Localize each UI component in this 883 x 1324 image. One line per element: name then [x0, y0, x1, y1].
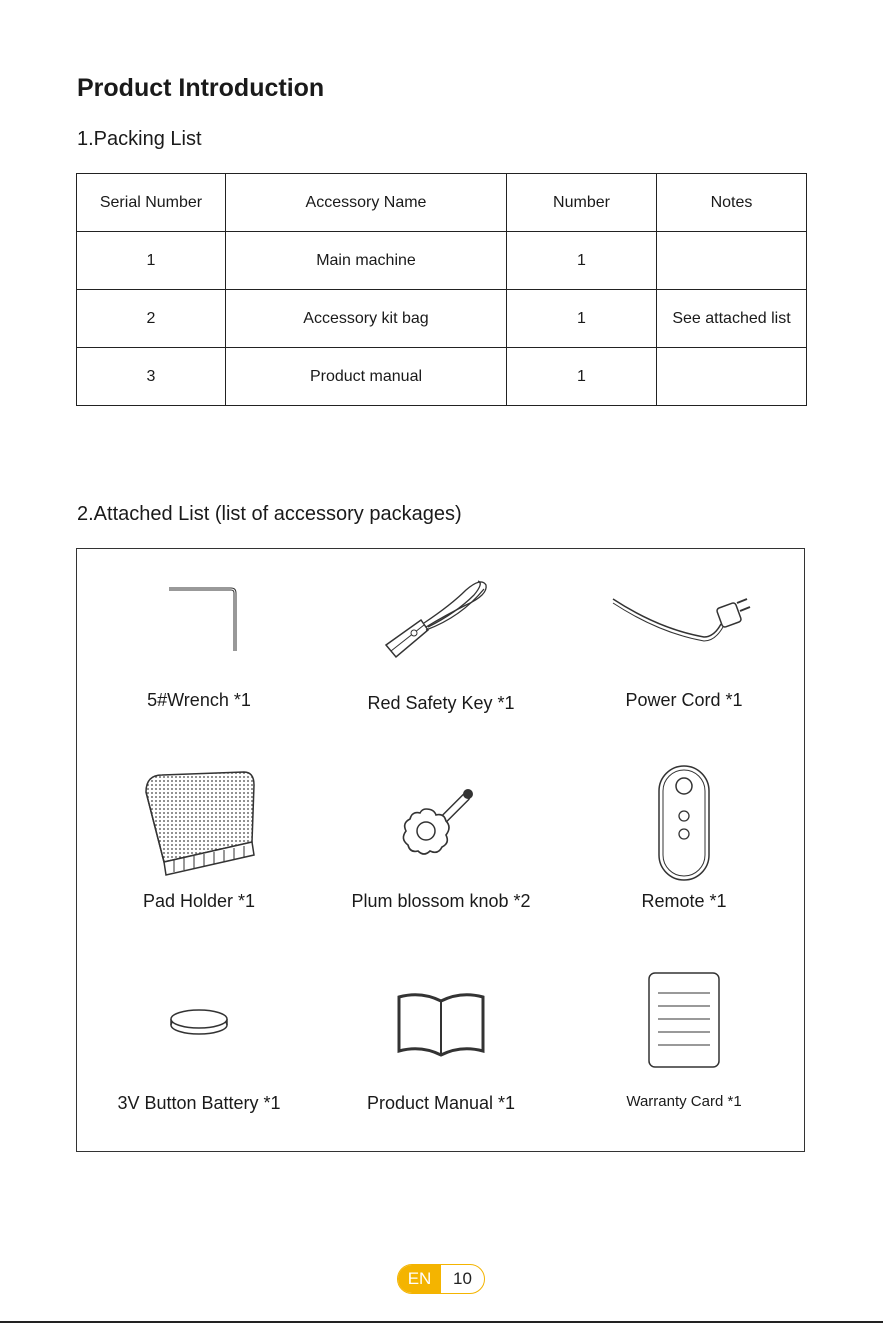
packing-list-heading: 1.Packing List	[77, 128, 202, 150]
accessory-item	[77, 579, 321, 719]
language-tag: EN	[398, 1265, 441, 1293]
header-accessory-name: Accessory Name	[226, 174, 507, 232]
accessory-label: Remote *1	[641, 891, 727, 911]
accessory-item	[562, 971, 806, 1121]
number-cell: 1	[507, 348, 657, 406]
serial-cell: 2	[77, 290, 226, 348]
header-number: Number	[507, 174, 657, 232]
number-cell: 1	[507, 290, 657, 348]
bottom-divider	[0, 1321, 883, 1323]
notes-cell: See attached list	[657, 290, 807, 348]
manual-icon	[391, 989, 491, 1059]
power-cord-icon	[609, 579, 759, 659]
number-cell: 1	[507, 232, 657, 290]
accessory-name-cell: Product manual	[226, 348, 507, 406]
page-title: Product Introduction	[77, 74, 325, 102]
accessory-label: Pad Holder *1	[142, 891, 256, 911]
accessory-item	[319, 989, 563, 1119]
notes-cell	[657, 348, 807, 406]
accessory-item	[77, 767, 321, 917]
table-row	[77, 290, 807, 348]
header-serial-number: Serial Number	[77, 174, 226, 232]
serial-cell: 1	[77, 232, 226, 290]
accessory-label: Red Safety Key *1	[367, 693, 515, 713]
accessory-item	[562, 764, 806, 914]
accessory-label: 3V Button Battery *1	[117, 1093, 281, 1113]
accessory-name-cell: Accessory kit bag	[226, 290, 507, 348]
accessory-name-cell: Main machine	[226, 232, 507, 290]
accessory-item	[319, 575, 563, 720]
safety-key-icon	[366, 575, 516, 665]
remote-icon	[654, 764, 714, 884]
table-header-row	[77, 174, 807, 232]
table-row	[77, 348, 807, 406]
accessory-label: Power Cord *1	[625, 690, 743, 710]
knob-icon	[386, 779, 496, 869]
table-row	[77, 232, 807, 290]
accessory-item	[319, 779, 563, 919]
page-number: 10	[453, 1269, 472, 1288]
accessory-item	[77, 1001, 321, 1121]
notes-cell	[657, 232, 807, 290]
serial-cell: 3	[77, 348, 226, 406]
wrench-icon	[139, 579, 259, 659]
accessory-label: Plum blossom knob *2	[351, 891, 531, 911]
accessory-label: Warranty Card *1	[626, 1093, 742, 1110]
accessory-item	[562, 579, 806, 719]
battery-icon	[164, 1001, 234, 1041]
header-notes: Notes	[657, 174, 807, 232]
attached-list-heading: 2.Attached List (list of accessory packages)	[77, 503, 462, 525]
warranty-card-icon	[644, 971, 724, 1071]
accessory-grid	[76, 548, 805, 1152]
accessory-label: Product Manual *1	[366, 1093, 516, 1113]
pad-holder-icon	[134, 767, 264, 877]
page-number-badge	[397, 1264, 485, 1294]
accessory-label: 5#Wrench *1	[147, 690, 251, 710]
packing-list-table	[76, 173, 807, 406]
